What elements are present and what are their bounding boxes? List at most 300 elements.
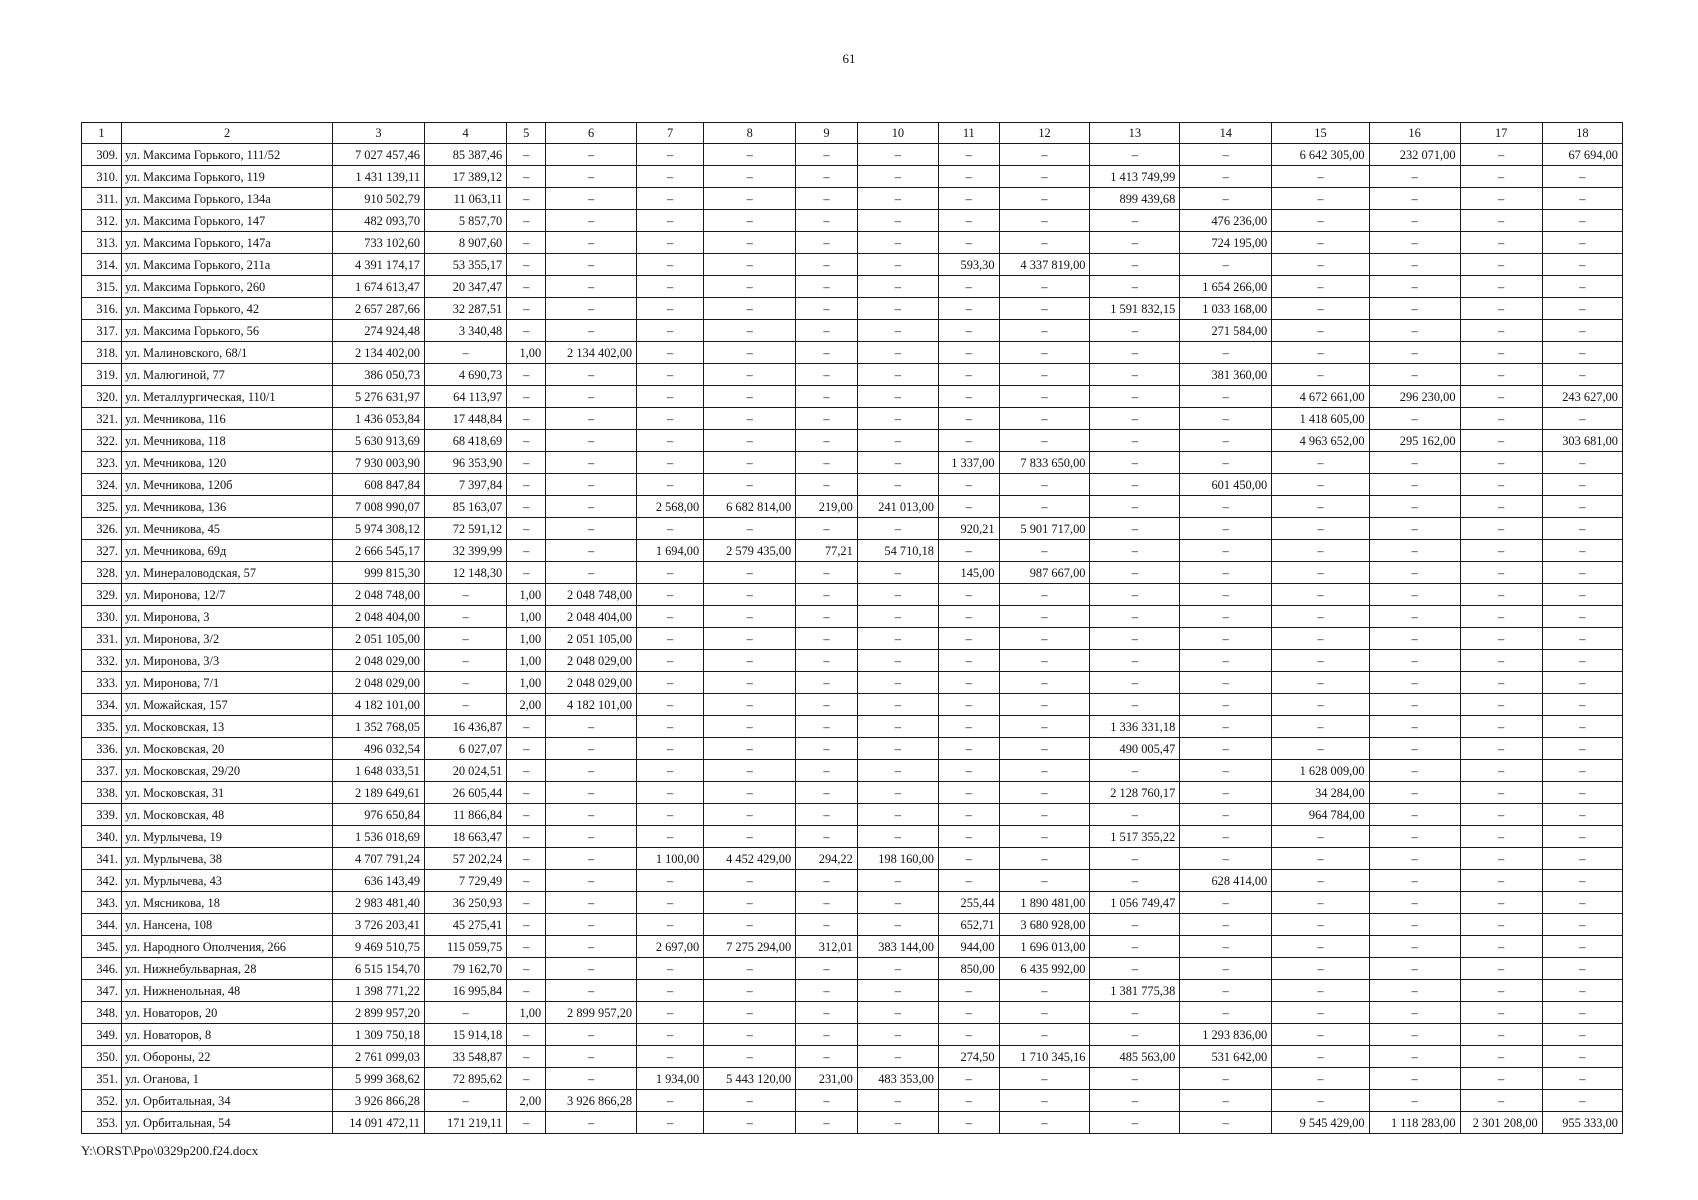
- address-cell: ул. Московская, 13: [122, 716, 333, 738]
- value-cell: –: [637, 386, 704, 408]
- value-cell: –: [796, 870, 858, 892]
- value-cell: –: [637, 1090, 704, 1112]
- value-cell: –: [1180, 694, 1272, 716]
- value-cell: 5 276 631,97: [333, 386, 425, 408]
- value-cell: 7 833 650,00: [999, 452, 1090, 474]
- value-cell: –: [796, 386, 858, 408]
- value-cell: –: [507, 1112, 546, 1134]
- value-cell: –: [999, 188, 1090, 210]
- value-cell: –: [1460, 1068, 1542, 1090]
- address-cell: ул. Максима Горького, 211а: [122, 254, 333, 276]
- value-cell: –: [546, 232, 637, 254]
- value-cell: 4 452 429,00: [704, 848, 796, 870]
- value-cell: –: [546, 320, 637, 342]
- value-cell: 2 048 404,00: [333, 606, 425, 628]
- address-cell: ул. Миронова, 3: [122, 606, 333, 628]
- value-cell: –: [857, 474, 938, 496]
- value-cell: –: [637, 474, 704, 496]
- page-number: 61: [842, 51, 856, 66]
- value-cell: –: [1272, 914, 1369, 936]
- value-cell: –: [637, 782, 704, 804]
- value-cell: –: [507, 144, 546, 166]
- column-header: 6: [546, 123, 637, 144]
- value-cell: –: [938, 188, 999, 210]
- value-cell: –: [857, 254, 938, 276]
- value-cell: 490 005,47: [1090, 738, 1180, 760]
- value-cell: –: [857, 606, 938, 628]
- value-cell: –: [938, 804, 999, 826]
- table-row: [82, 232, 1623, 254]
- value-cell: –: [857, 694, 938, 716]
- value-cell: –: [1180, 1068, 1272, 1090]
- value-cell: –: [546, 408, 637, 430]
- value-cell: –: [1090, 1112, 1180, 1134]
- value-cell: –: [1272, 298, 1369, 320]
- value-cell: –: [938, 1024, 999, 1046]
- value-cell: 5 974 308,12: [333, 518, 425, 540]
- value-cell: –: [1272, 650, 1369, 672]
- value-cell: –: [938, 738, 999, 760]
- value-cell: –: [1090, 320, 1180, 342]
- value-cell: 303 681,00: [1542, 430, 1622, 452]
- value-cell: –: [546, 254, 637, 276]
- value-cell: 6 682 814,00: [704, 496, 796, 518]
- column-header: 1: [82, 123, 122, 144]
- value-cell: –: [1369, 914, 1460, 936]
- value-cell: –: [507, 782, 546, 804]
- value-cell: –: [507, 914, 546, 936]
- value-cell: –: [546, 1024, 637, 1046]
- table-row: [82, 782, 1623, 804]
- row-number-cell: 335.: [82, 716, 122, 738]
- value-cell: –: [637, 210, 704, 232]
- value-cell: –: [704, 782, 796, 804]
- value-cell: –: [1180, 144, 1272, 166]
- value-cell: –: [637, 914, 704, 936]
- value-cell: 1 674 613,47: [333, 276, 425, 298]
- table-row: [82, 496, 1623, 518]
- value-cell: 77,21: [796, 540, 858, 562]
- value-cell: –: [704, 738, 796, 760]
- value-cell: –: [704, 144, 796, 166]
- value-cell: 381 360,00: [1180, 364, 1272, 386]
- column-header: 4: [425, 123, 507, 144]
- value-cell: 1 436 053,84: [333, 408, 425, 430]
- row-number-cell: 341.: [82, 848, 122, 870]
- value-cell: –: [637, 628, 704, 650]
- value-cell: –: [938, 166, 999, 188]
- value-cell: 9 469 510,75: [333, 936, 425, 958]
- value-cell: 231,00: [796, 1068, 858, 1090]
- value-cell: –: [1272, 518, 1369, 540]
- value-cell: –: [938, 1090, 999, 1112]
- value-cell: –: [507, 430, 546, 452]
- column-header: 5: [507, 123, 546, 144]
- row-number-cell: 314.: [82, 254, 122, 276]
- value-cell: 2,00: [507, 1090, 546, 1112]
- value-cell: –: [999, 1112, 1090, 1134]
- value-cell: –: [1542, 738, 1622, 760]
- value-cell: –: [1090, 1068, 1180, 1090]
- value-cell: –: [1090, 254, 1180, 276]
- value-cell: 482 093,70: [333, 210, 425, 232]
- value-cell: –: [999, 232, 1090, 254]
- value-cell: –: [857, 650, 938, 672]
- value-cell: –: [796, 408, 858, 430]
- row-number-cell: 336.: [82, 738, 122, 760]
- row-number-cell: 322.: [82, 430, 122, 452]
- value-cell: –: [796, 364, 858, 386]
- value-cell: –: [1090, 342, 1180, 364]
- value-cell: –: [704, 474, 796, 496]
- value-cell: –: [1460, 936, 1542, 958]
- value-cell: –: [704, 716, 796, 738]
- value-cell: 296 230,00: [1369, 386, 1460, 408]
- value-cell: –: [637, 650, 704, 672]
- value-cell: 7 397,84: [425, 474, 507, 496]
- value-cell: –: [1460, 210, 1542, 232]
- value-cell: –: [1542, 716, 1622, 738]
- value-cell: 5 999 368,62: [333, 1068, 425, 1090]
- value-cell: –: [1090, 672, 1180, 694]
- value-cell: –: [1542, 804, 1622, 826]
- table-row: [82, 452, 1623, 474]
- table-row: [82, 364, 1623, 386]
- value-cell: –: [1272, 672, 1369, 694]
- value-cell: –: [938, 1112, 999, 1134]
- value-cell: 2 048 029,00: [333, 672, 425, 694]
- value-cell: 2 899 957,20: [333, 1002, 425, 1024]
- value-cell: –: [704, 518, 796, 540]
- value-cell: –: [1180, 518, 1272, 540]
- value-cell: –: [999, 826, 1090, 848]
- value-cell: –: [1090, 1090, 1180, 1112]
- value-cell: –: [1369, 518, 1460, 540]
- value-cell: –: [637, 518, 704, 540]
- column-header: 15: [1272, 123, 1369, 144]
- value-cell: 2 666 545,17: [333, 540, 425, 562]
- value-cell: –: [546, 804, 637, 826]
- value-cell: 1 517 355,22: [1090, 826, 1180, 848]
- value-cell: –: [857, 166, 938, 188]
- value-cell: –: [1542, 320, 1622, 342]
- address-cell: ул. Московская, 20: [122, 738, 333, 760]
- value-cell: –: [1542, 760, 1622, 782]
- value-cell: –: [1460, 188, 1542, 210]
- value-cell: –: [857, 892, 938, 914]
- table-row: [82, 716, 1623, 738]
- value-cell: 910 502,79: [333, 188, 425, 210]
- address-cell: ул. Максима Горького, 260: [122, 276, 333, 298]
- table-row: [82, 1090, 1623, 1112]
- value-cell: –: [857, 958, 938, 980]
- value-cell: –: [1369, 1090, 1460, 1112]
- table-row: [82, 650, 1623, 672]
- address-cell: ул. Московская, 31: [122, 782, 333, 804]
- value-cell: 1 056 749,47: [1090, 892, 1180, 914]
- value-cell: –: [1542, 1090, 1622, 1112]
- column-header: 10: [857, 123, 938, 144]
- value-cell: 17 389,12: [425, 166, 507, 188]
- value-cell: 2 983 481,40: [333, 892, 425, 914]
- address-cell: ул. Максима Горького, 134а: [122, 188, 333, 210]
- value-cell: 1,00: [507, 342, 546, 364]
- value-cell: –: [1180, 892, 1272, 914]
- value-cell: –: [999, 848, 1090, 870]
- row-number-cell: 313.: [82, 232, 122, 254]
- value-cell: –: [796, 650, 858, 672]
- value-cell: 115 059,75: [425, 936, 507, 958]
- value-cell: –: [1369, 232, 1460, 254]
- value-cell: –: [857, 584, 938, 606]
- value-cell: –: [857, 1046, 938, 1068]
- value-cell: 2 134 402,00: [546, 342, 637, 364]
- value-cell: –: [1180, 166, 1272, 188]
- value-cell: –: [704, 584, 796, 606]
- value-cell: –: [1542, 584, 1622, 606]
- value-cell: –: [1090, 848, 1180, 870]
- value-cell: –: [1369, 804, 1460, 826]
- value-cell: –: [857, 980, 938, 1002]
- value-cell: –: [1090, 870, 1180, 892]
- value-cell: –: [507, 474, 546, 496]
- value-cell: –: [1272, 562, 1369, 584]
- value-cell: –: [938, 650, 999, 672]
- value-cell: –: [999, 782, 1090, 804]
- value-cell: 4 337 819,00: [999, 254, 1090, 276]
- value-cell: –: [637, 892, 704, 914]
- value-cell: 1 033 168,00: [1180, 298, 1272, 320]
- table-row: [82, 672, 1623, 694]
- value-cell: –: [1090, 496, 1180, 518]
- value-cell: 5 857,70: [425, 210, 507, 232]
- value-cell: 54 710,18: [857, 540, 938, 562]
- table-row: [82, 892, 1623, 914]
- value-cell: –: [1369, 210, 1460, 232]
- value-cell: –: [507, 210, 546, 232]
- value-cell: –: [1090, 364, 1180, 386]
- value-cell: 5 630 913,69: [333, 430, 425, 452]
- table-row: [82, 804, 1623, 826]
- value-cell: –: [999, 320, 1090, 342]
- value-cell: 1 591 832,15: [1090, 298, 1180, 320]
- value-cell: –: [1460, 408, 1542, 430]
- value-cell: –: [637, 826, 704, 848]
- value-cell: –: [1180, 1090, 1272, 1112]
- value-cell: –: [1180, 914, 1272, 936]
- value-cell: –: [425, 1090, 507, 1112]
- value-cell: –: [1369, 276, 1460, 298]
- value-cell: –: [1090, 606, 1180, 628]
- address-cell: ул. Нижнебульварная, 28: [122, 958, 333, 980]
- address-cell: ул. Максима Горького, 42: [122, 298, 333, 320]
- value-cell: –: [938, 716, 999, 738]
- address-cell: ул. Народного Ополчения, 266: [122, 936, 333, 958]
- value-cell: –: [1090, 144, 1180, 166]
- value-cell: –: [1369, 584, 1460, 606]
- value-cell: 274,50: [938, 1046, 999, 1068]
- value-cell: –: [1542, 254, 1622, 276]
- value-cell: –: [546, 540, 637, 562]
- table-row: [82, 342, 1623, 364]
- value-cell: –: [796, 782, 858, 804]
- value-cell: –: [546, 144, 637, 166]
- value-cell: 16 436,87: [425, 716, 507, 738]
- value-cell: –: [637, 144, 704, 166]
- table-row: [82, 386, 1623, 408]
- value-cell: 1 648 033,51: [333, 760, 425, 782]
- value-cell: –: [637, 408, 704, 430]
- value-cell: –: [938, 782, 999, 804]
- table-row: [82, 210, 1623, 232]
- value-cell: 386 050,73: [333, 364, 425, 386]
- value-cell: –: [546, 826, 637, 848]
- table-row: [82, 738, 1623, 760]
- value-cell: –: [796, 254, 858, 276]
- value-cell: –: [796, 232, 858, 254]
- value-cell: –: [1460, 1002, 1542, 1024]
- value-cell: –: [1542, 452, 1622, 474]
- value-cell: –: [1369, 958, 1460, 980]
- value-cell: –: [546, 562, 637, 584]
- value-cell: –: [546, 276, 637, 298]
- value-cell: –: [546, 518, 637, 540]
- value-cell: –: [1090, 232, 1180, 254]
- value-cell: –: [1272, 826, 1369, 848]
- value-cell: 17 448,84: [425, 408, 507, 430]
- value-cell: –: [507, 1024, 546, 1046]
- value-cell: –: [637, 672, 704, 694]
- value-cell: –: [637, 1112, 704, 1134]
- value-cell: 628 414,00: [1180, 870, 1272, 892]
- table-row: [82, 1068, 1623, 1090]
- value-cell: –: [857, 870, 938, 892]
- value-cell: –: [938, 386, 999, 408]
- value-cell: –: [1090, 386, 1180, 408]
- value-cell: –: [857, 364, 938, 386]
- value-cell: 219,00: [796, 496, 858, 518]
- value-cell: 11 866,84: [425, 804, 507, 826]
- value-cell: –: [796, 804, 858, 826]
- value-cell: –: [796, 628, 858, 650]
- value-cell: –: [1180, 936, 1272, 958]
- value-cell: 312,01: [796, 936, 858, 958]
- value-cell: –: [425, 606, 507, 628]
- value-cell: –: [796, 892, 858, 914]
- value-cell: –: [704, 386, 796, 408]
- value-cell: 2 761 099,03: [333, 1046, 425, 1068]
- value-cell: 7 008 990,07: [333, 496, 425, 518]
- value-cell: –: [1180, 606, 1272, 628]
- value-cell: 4 182 101,00: [333, 694, 425, 716]
- value-cell: –: [637, 276, 704, 298]
- value-cell: –: [796, 826, 858, 848]
- value-cell: –: [1180, 562, 1272, 584]
- value-cell: –: [857, 298, 938, 320]
- value-cell: –: [1460, 342, 1542, 364]
- value-cell: –: [938, 298, 999, 320]
- row-number-cell: 316.: [82, 298, 122, 320]
- value-cell: –: [1180, 760, 1272, 782]
- value-cell: –: [857, 188, 938, 210]
- value-cell: 4 707 791,24: [333, 848, 425, 870]
- value-cell: –: [1542, 364, 1622, 386]
- value-cell: –: [1542, 848, 1622, 870]
- value-cell: –: [704, 606, 796, 628]
- value-cell: 64 113,97: [425, 386, 507, 408]
- value-cell: –: [857, 144, 938, 166]
- value-cell: –: [1180, 650, 1272, 672]
- value-cell: –: [1542, 650, 1622, 672]
- address-cell: ул. Новаторов, 8: [122, 1024, 333, 1046]
- value-cell: –: [637, 606, 704, 628]
- value-cell: –: [704, 342, 796, 364]
- value-cell: 6 435 992,00: [999, 958, 1090, 980]
- register-table: [81, 122, 1623, 1134]
- value-cell: –: [1542, 1068, 1622, 1090]
- value-cell: 243 627,00: [1542, 386, 1622, 408]
- address-cell: ул. Мечникова, 118: [122, 430, 333, 452]
- value-cell: –: [704, 650, 796, 672]
- value-cell: –: [1369, 188, 1460, 210]
- row-number-cell: 333.: [82, 672, 122, 694]
- value-cell: –: [1090, 584, 1180, 606]
- value-cell: –: [425, 672, 507, 694]
- value-cell: –: [796, 518, 858, 540]
- value-cell: 6 027,07: [425, 738, 507, 760]
- value-cell: –: [796, 1046, 858, 1068]
- value-cell: –: [425, 694, 507, 716]
- value-cell: –: [1542, 518, 1622, 540]
- value-cell: –: [796, 914, 858, 936]
- value-cell: –: [507, 760, 546, 782]
- address-cell: ул. Нансена, 108: [122, 914, 333, 936]
- value-cell: –: [425, 342, 507, 364]
- value-cell: 4 672 661,00: [1272, 386, 1369, 408]
- table-row: [82, 936, 1623, 958]
- value-cell: –: [796, 298, 858, 320]
- value-cell: 1,00: [507, 584, 546, 606]
- value-cell: 3 680 928,00: [999, 914, 1090, 936]
- table-row: [82, 320, 1623, 342]
- value-cell: 2 568,00: [637, 496, 704, 518]
- value-cell: –: [938, 320, 999, 342]
- value-cell: –: [857, 562, 938, 584]
- value-cell: 68 418,69: [425, 430, 507, 452]
- value-cell: –: [637, 188, 704, 210]
- value-cell: –: [637, 738, 704, 760]
- value-cell: –: [637, 254, 704, 276]
- row-number-cell: 348.: [82, 1002, 122, 1024]
- row-number-cell: 351.: [82, 1068, 122, 1090]
- value-cell: –: [1369, 474, 1460, 496]
- value-cell: –: [637, 166, 704, 188]
- value-cell: –: [546, 848, 637, 870]
- row-number-cell: 331.: [82, 628, 122, 650]
- value-cell: –: [704, 166, 796, 188]
- row-number-cell: 309.: [82, 144, 122, 166]
- value-cell: –: [1369, 936, 1460, 958]
- value-cell: –: [999, 430, 1090, 452]
- value-cell: –: [704, 804, 796, 826]
- value-cell: –: [507, 540, 546, 562]
- value-cell: 11 063,11: [425, 188, 507, 210]
- value-cell: 294,22: [796, 848, 858, 870]
- value-cell: –: [857, 1112, 938, 1134]
- value-cell: 34 284,00: [1272, 782, 1369, 804]
- value-cell: –: [1542, 408, 1622, 430]
- row-number-cell: 327.: [82, 540, 122, 562]
